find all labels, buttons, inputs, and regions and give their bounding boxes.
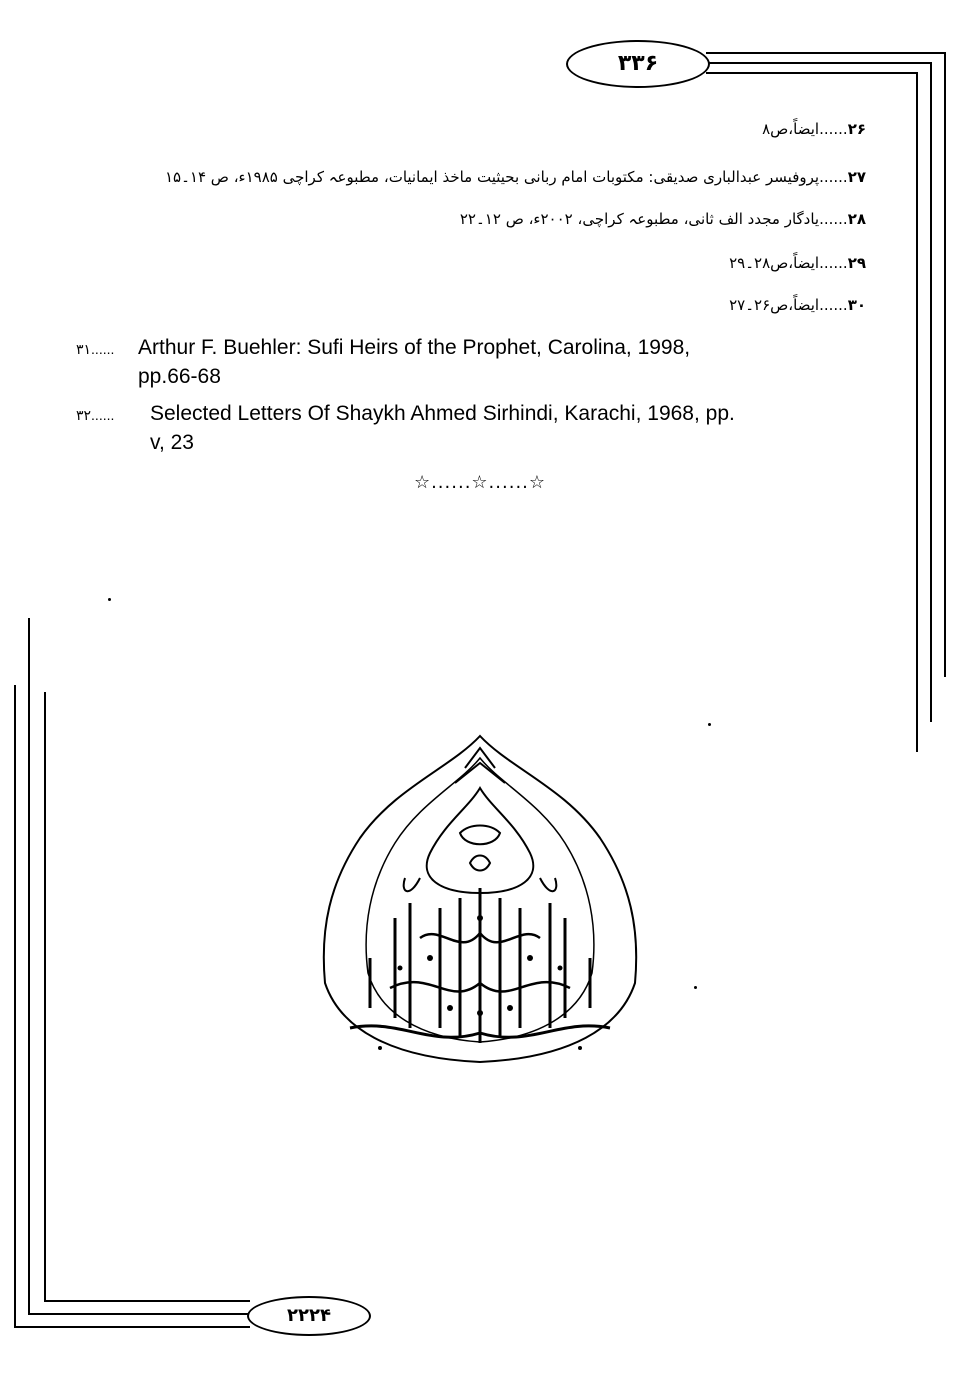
frame-top-line-3 — [706, 72, 918, 74]
section-separator: ☆......☆......☆ — [413, 472, 547, 493]
frame-top-line-1 — [706, 52, 946, 54]
footnote-leader: ...... — [819, 210, 848, 228]
frame-left-line-3 — [44, 692, 46, 1300]
footnote-number: ۲۶ — [847, 120, 866, 138]
footnote-32 — [76, 399, 866, 459]
footnote-leader: ...... — [819, 254, 848, 272]
scan-speck — [708, 723, 711, 726]
footnote-leader: ...... — [819, 120, 848, 138]
footnote-text-line: pp.66-68 — [138, 365, 221, 388]
footnote-30 — [729, 296, 866, 314]
footnote-number: ۲۹ — [847, 254, 866, 272]
footnote-text-line: Selected Letters Of Shaykh Ahmed Sirhindi, Karachi, 1968, pp. — [150, 402, 735, 425]
frame-bottom-line-2 — [28, 1313, 250, 1315]
frame-top-line-2 — [706, 62, 932, 64]
frame-bottom-line-3 — [44, 1300, 250, 1302]
page-number-top: ۳۳۶ — [566, 40, 710, 88]
footnote-number: ۳۰ — [847, 296, 866, 314]
footnote-26 — [762, 120, 866, 138]
scan-speck — [108, 598, 111, 601]
footnote-leader: ...... — [819, 168, 848, 186]
footnote-number: ۲۷ — [847, 168, 866, 186]
footnote-leader: ...... — [819, 296, 848, 314]
footnote-text-line: v, 23 — [150, 431, 194, 454]
footnote-text: ایضاً،ص۲۶۔۲۷ — [729, 296, 820, 314]
footnote-text: پروفیسر عبدالباری صدیقی: مکتوبات امام ربانی بحیثیت ماخذ ایمانیات، مطبوعہ کراچی ۱۹۸۵ء، ص ۱۴۔۱۵ — [164, 168, 820, 186]
footnote-text: ایضاً،ص۲۸۔۲۹ — [729, 254, 820, 272]
footnote-text: یادگار مجدد الف ثانی، مطبوعہ کراچی، ۲۰۰۲ء، ص ۱۲۔۲۲ — [459, 210, 820, 228]
footnote-28 — [460, 210, 866, 228]
calligraphy-ornament-icon — [300, 728, 660, 1068]
footnote-number: ۳۱...... — [76, 341, 115, 357]
frame-right-line-3 — [916, 72, 918, 752]
frame-bottom-line-1 — [14, 1326, 250, 1328]
frame-left-line-1 — [14, 685, 16, 1327]
footnote-text-line: Arthur F. Buehler: Sufi Heirs of the Prophet, Carolina, 1998, — [138, 336, 691, 359]
footnote-text: ایضاً،ص۸ — [762, 120, 820, 138]
footnote-29 — [729, 254, 866, 272]
frame-left-line-2 — [28, 618, 30, 1314]
footnote-number: ۲۸ — [847, 210, 866, 228]
footnote-number: ۳۲...... — [76, 407, 115, 423]
frame-right-line-1 — [944, 52, 946, 677]
scan-speck — [694, 986, 697, 989]
frame-right-line-2 — [930, 62, 932, 722]
footnote-31 — [76, 333, 866, 393]
footnote-27 — [165, 168, 866, 186]
page-number-bottom: ۲۲۲۴ — [247, 1296, 371, 1336]
